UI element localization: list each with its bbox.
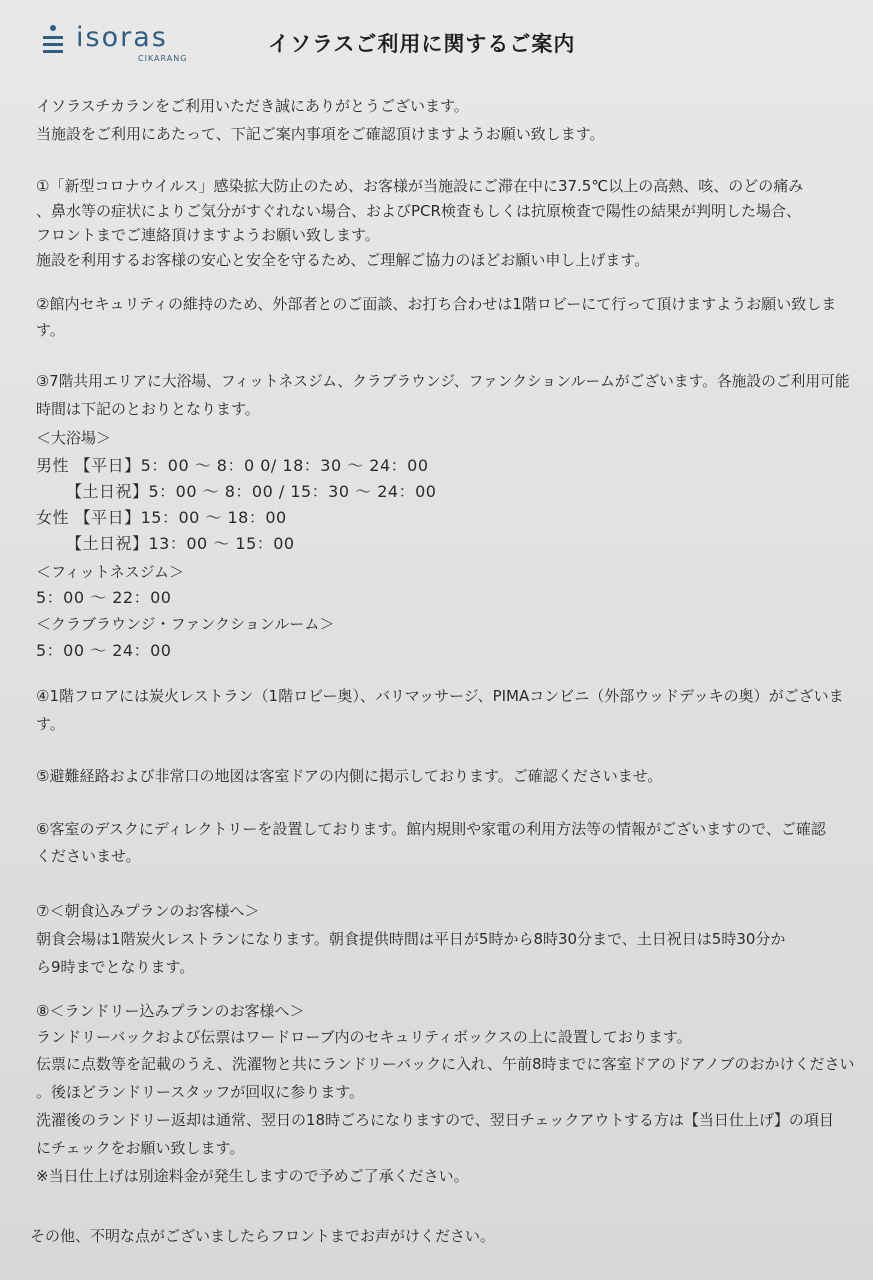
- bath-heading: ＜大浴場＞: [36, 429, 112, 447]
- isoras-logo: [40, 22, 190, 62]
- intro-line: 当施設をご利用にあたって、下記ご案内事項をご確認頂けますようお願い致します。: [36, 125, 605, 143]
- bath-men-weekend: 【土日祝】5：00 ～ 8：00 / 15：30 ～ 24：00: [66, 482, 437, 501]
- item5-line1: ⑤避難経路および非常口の地図は客室ドアの内側に掲示しております。ご確認くださいませ。: [36, 767, 663, 785]
- item1-line3: フロントまでご連絡頂けますようお願い致します。: [36, 226, 380, 244]
- page-title: イソラスご利用に関するご案内: [268, 32, 576, 56]
- item2-line1: ②館内セキュリティの維持のため、外部者とのご面談、お打ち合わせは1階ロビーにて行って頂けますようお願い致しま: [36, 295, 837, 313]
- item1-line4: 施設を利用するお客様の安心と安全を守るため、ご理解ご協力のほどお願い申し上げます。: [36, 251, 650, 269]
- item8-line2: 伝票に点数等を記載のうえ、洗濯物と共にランドリーバックに入れ、午前8時までに客室ドアのドアノブのおかけください: [36, 1055, 855, 1073]
- item8-line1: ランドリーバックおよび伝票はワードローブ内のセキュリティボックスの上に設置しております。: [36, 1028, 692, 1046]
- bath-women-weekday: 女性 【平日】15：00 ～ 18：00: [36, 508, 287, 527]
- item8-line3: 。後ほどランドリースタッフが回収に参ります。: [36, 1083, 365, 1101]
- item8-heading: ⑧＜ランドリー込みプランのお客様へ＞: [36, 1002, 305, 1020]
- item4-line2: す。: [36, 715, 65, 733]
- item6-line1: ⑥客室のデスクにディレクトリーを設置しております。館内規則や家電の利用方法等の情報がございますので、ご確認: [36, 820, 826, 838]
- item2-line2: す。: [36, 321, 65, 339]
- item4-line1: ④1階フロアには炭火レストラン（1階ロビー奥）、バリマッサージ、PIMAコンビニ（外部ウッドデッキの奥）がございま: [36, 687, 844, 705]
- logo-wordmark: isoras: [76, 22, 168, 53]
- item8-note: ※当日仕上げは別途料金が発生しますので予めご了承ください。: [36, 1167, 469, 1185]
- bath-men-weekday: 男性 【平日】5：00 ～ 8：0 0/ 18：30 ～ 24：00: [36, 456, 429, 475]
- lounge-hours: 5：00 ～ 24：00: [36, 641, 172, 660]
- greeting-line: イソラスチカランをご利用いただき誠にありがとうございます。: [36, 97, 469, 115]
- item7-heading: ⑦＜朝食込みプランのお客様へ＞: [36, 902, 260, 920]
- item6-line2: くださいませ。: [36, 847, 141, 865]
- logo-location: CIKARANG: [138, 54, 188, 63]
- item3-line2: 時間は下記のとおりとなります。: [36, 400, 260, 418]
- isoras-mark-icon: [40, 24, 66, 56]
- closing-line: その他、不明な点がございましたらフロントまでお声がけください。: [30, 1227, 496, 1245]
- item7-line1: 朝食会場は1階炭火レストランになります。朝食提供時間は平日が5時から8時30分まで、土日祝日は5時30分か: [36, 930, 786, 948]
- gym-hours: 5：00 ～ 22：00: [36, 588, 172, 607]
- lounge-heading: ＜クラブラウンジ・ファンクションルーム＞: [36, 615, 335, 633]
- item1-line1: ①「新型コロナウイルス」感染拡大防止のため、お客様が当施設にご滞在中に37.5℃以上の高熱、咳、のどの痛み: [36, 177, 804, 195]
- gym-heading: ＜フィットネスジム＞: [36, 563, 185, 581]
- bath-women-weekend: 【土日祝】13：00 ～ 15：00: [66, 534, 295, 553]
- item1-line2: 、鼻水等の症状によりご気分がすぐれない場合、およびPCR検査もしくは抗原検査で陽性の結果が判明した場合、: [36, 202, 801, 220]
- item8-line5: にチェックをお願い致します。: [36, 1139, 245, 1157]
- item3-line1: ③7階共用エリアに大浴場、フィットネスジム、クラブラウンジ、ファンクションルームがございます。各施設のご利用可能: [36, 373, 850, 390]
- item7-line2: ら9時までとなります。: [36, 958, 195, 976]
- item8-line4: 洗濯後のランドリー返却は通常、翌日の18時ごろになりますので、翌日チェックアウトする方は【当日仕上げ】の項目: [36, 1111, 834, 1129]
